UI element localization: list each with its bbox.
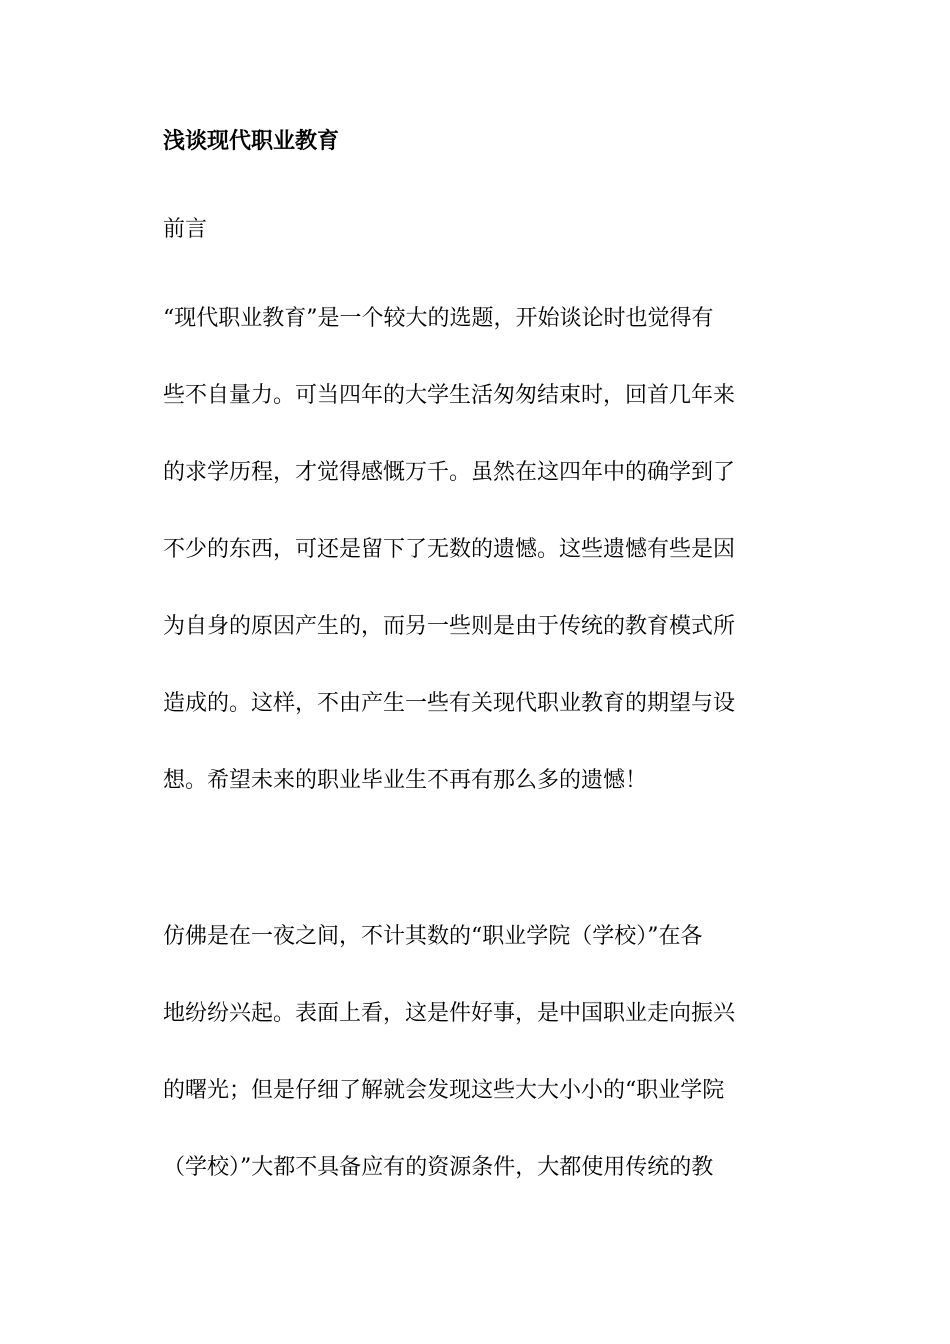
paragraph-line: 的求学历程，才觉得感慨万千。虽然在这四年中的确学到了: [163, 460, 736, 485]
paragraph-line: 地纷纷兴起。表面上看，这是件好事，是中国职业走向振兴: [163, 1001, 736, 1026]
paragraph-line: “现代职业教育”是一个较大的选题，开始谈论时也觉得有: [163, 306, 714, 331]
paragraph-line: （学校）”大都不具备应有的资源条件，大都使用传统的教: [163, 1155, 714, 1180]
paragraph-line: 造成的。这样，不由产生一些有关现代职业教育的期望与设: [163, 691, 736, 716]
paragraph-line: 为自身的原因产生的，而另一些则是由于传统的教育模式所: [163, 614, 736, 639]
paragraph-line: 想。希望未来的职业毕业生不再有那么多的遗憾！: [163, 768, 648, 793]
paragraph-line: 不少的东西，可还是留下了无数的遗憾。这些遗憾有些是因: [163, 537, 736, 562]
paragraph-2: [163, 922, 793, 1230]
section-heading-preface: 前言: [163, 217, 208, 242]
paragraph-line: 的曙光；但是仔细了解就会发现这些大大小小的“职业学院: [163, 1078, 725, 1103]
document-title: 浅谈现代职业教育: [163, 128, 340, 154]
paragraph-line: 些不自量力。可当四年的大学生活匆匆结束时，回首几年来: [163, 383, 736, 408]
paragraph-1: [163, 304, 793, 843]
paragraph-line: 仿佛是在一夜之间，不计其数的“职业学院（学校）”在各: [163, 924, 703, 949]
